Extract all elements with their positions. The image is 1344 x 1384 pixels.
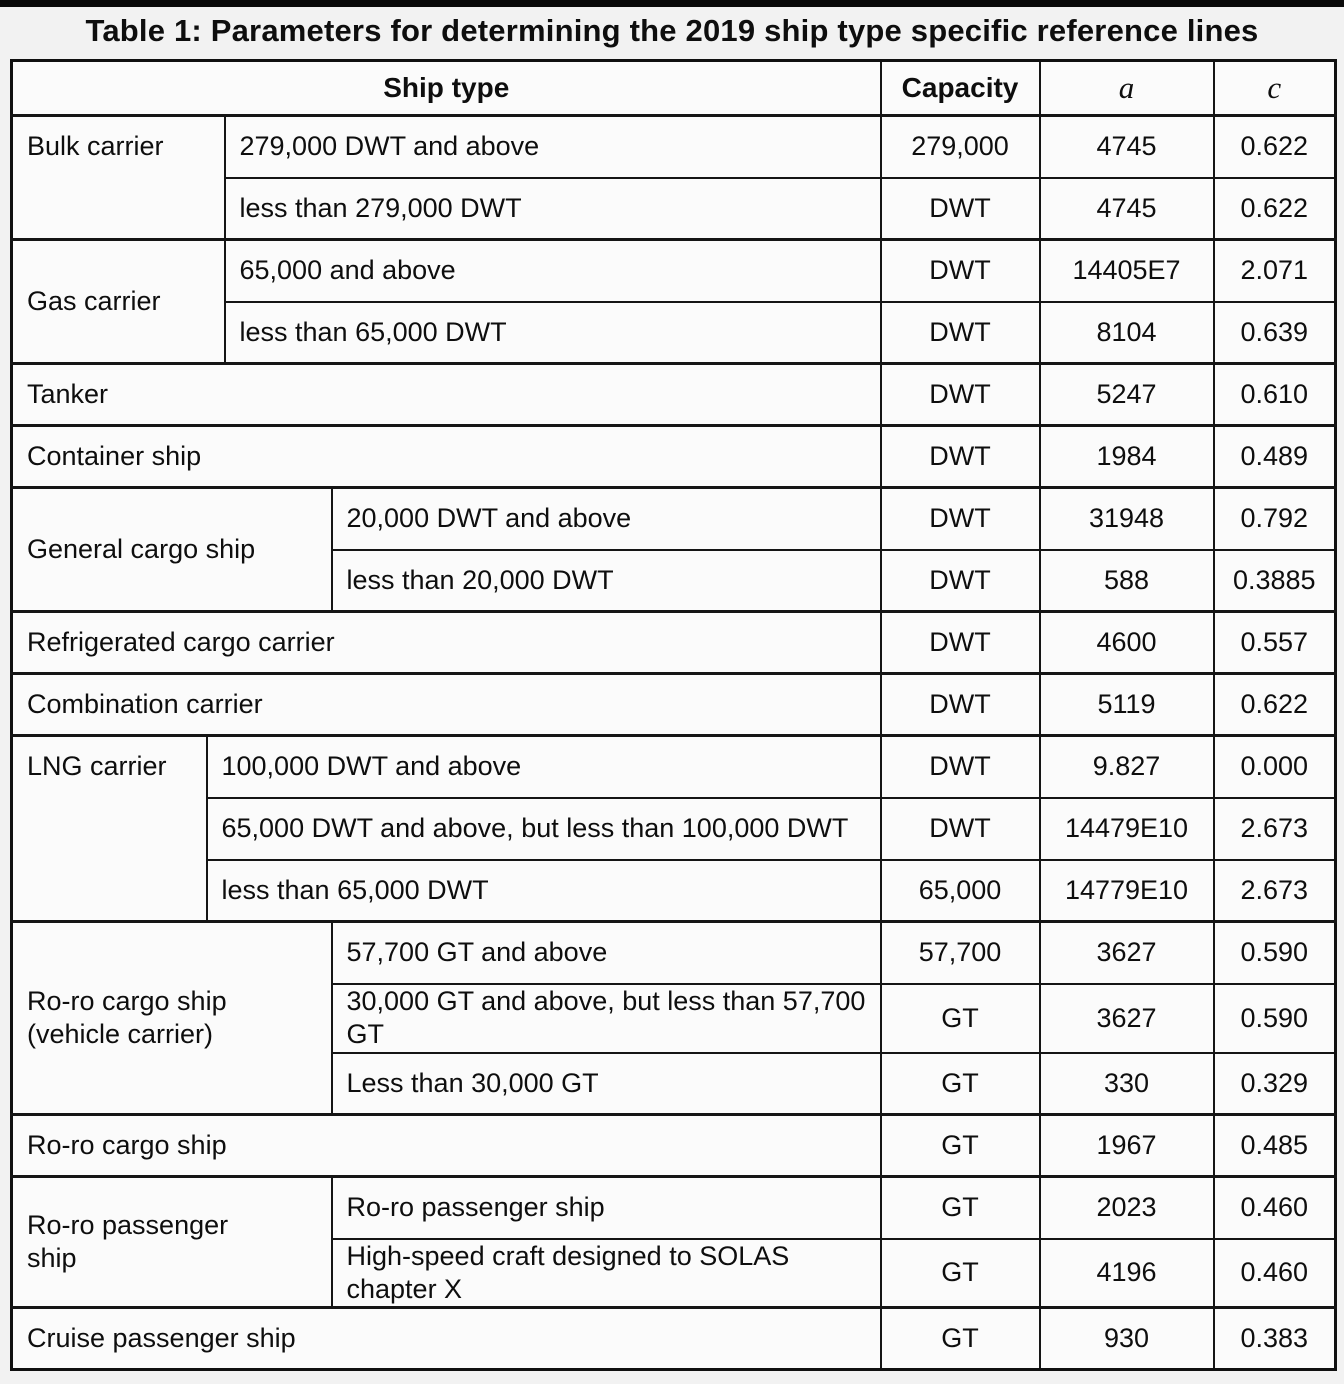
ship-type-cell: Refrigerated cargo carrier <box>12 612 881 674</box>
table-row <box>12 1308 1336 1370</box>
table-row <box>12 116 1336 178</box>
a-value-cell: 14779E10 <box>1040 860 1214 922</box>
ship-type-cell: Gas carrier <box>12 240 225 364</box>
subtype-cell: 100,000 DWT and above <box>207 736 881 798</box>
scan-artifact-bar <box>0 0 1344 7</box>
c-value-cell: 2.673 <box>1214 860 1336 922</box>
table-row <box>12 488 1336 550</box>
subtype-cell: 20,000 DWT and above <box>332 488 881 550</box>
ship-type-cell: LNG carrier <box>12 736 207 922</box>
capacity-cell: 279,000 <box>881 116 1040 178</box>
table-row <box>12 1177 1336 1239</box>
col-header-c: c <box>1214 61 1336 116</box>
capacity-cell: GT <box>881 1053 1040 1115</box>
a-value-cell: 3627 <box>1040 984 1214 1053</box>
ship-type-cell <box>12 1177 332 1308</box>
c-value-cell: 0.329 <box>1214 1053 1336 1115</box>
a-value-cell: 4600 <box>1040 612 1214 674</box>
c-value-cell: 0.000 <box>1214 736 1336 798</box>
subtype-cell: 279,000 DWT and above <box>225 116 881 178</box>
capacity-cell: GT <box>881 1115 1040 1177</box>
c-value-cell: 0.792 <box>1214 488 1336 550</box>
table-row <box>12 798 1336 860</box>
table-row <box>12 922 1336 984</box>
subtype-cell: High-speed craft designed to SOLAS chapter X <box>332 1239 881 1308</box>
ship-type-cell: Tanker <box>12 364 881 426</box>
table-row <box>12 1115 1336 1177</box>
col-header-a: a <box>1040 61 1214 116</box>
subtype-cell: 65,000 and above <box>225 240 881 302</box>
a-value-cell: 1984 <box>1040 426 1214 488</box>
capacity-cell: DWT <box>881 426 1040 488</box>
table-row <box>12 240 1336 302</box>
ship-type-cell: Ro-ro cargo ship <box>12 1115 881 1177</box>
ship-type-cell: Container ship <box>12 426 881 488</box>
a-value-cell: 14405E7 <box>1040 240 1214 302</box>
table-row <box>12 860 1336 922</box>
ship-type-cell: Cruise passenger ship <box>12 1308 881 1370</box>
a-value-cell: 31948 <box>1040 488 1214 550</box>
table-row <box>12 612 1336 674</box>
c-value-cell: 0.557 <box>1214 612 1336 674</box>
a-value-cell: 5119 <box>1040 674 1214 736</box>
capacity-cell: GT <box>881 1308 1040 1370</box>
col-header-ship-type: Ship type <box>12 61 881 116</box>
c-value-cell: 0.622 <box>1214 674 1336 736</box>
a-value-cell: 4196 <box>1040 1239 1214 1308</box>
c-value-cell: 0.590 <box>1214 922 1336 984</box>
a-value-cell: 8104 <box>1040 302 1214 364</box>
capacity-cell: DWT <box>881 488 1040 550</box>
table-row <box>12 426 1336 488</box>
c-value-cell: 0.610 <box>1214 364 1336 426</box>
ship-type-cell: Bulk carrier <box>12 116 225 240</box>
a-value-cell: 1967 <box>1040 1115 1214 1177</box>
subtype-cell: Ro-ro passenger ship <box>332 1177 881 1239</box>
subtype-cell: less than 65,000 DWT <box>207 860 881 922</box>
header-row <box>12 61 1336 116</box>
capacity-cell: GT <box>881 1239 1040 1308</box>
c-value-cell: 0.383 <box>1214 1308 1336 1370</box>
c-value-cell: 0.489 <box>1214 426 1336 488</box>
c-value-cell: 0.590 <box>1214 984 1336 1053</box>
a-value-cell: 5247 <box>1040 364 1214 426</box>
capacity-cell: GT <box>881 984 1040 1053</box>
c-value-cell: 0.639 <box>1214 302 1336 364</box>
table-row <box>12 736 1336 798</box>
capacity-cell: DWT <box>881 364 1040 426</box>
a-value-cell: 2023 <box>1040 1177 1214 1239</box>
subtype-cell: 30,000 GT and above, but less than 57,700 GT <box>332 984 881 1053</box>
capacity-cell: DWT <box>881 674 1040 736</box>
capacity-cell: 57,700 <box>881 922 1040 984</box>
ship-type-cell: Combination carrier <box>12 674 881 736</box>
ship-type-cell: General cargo ship <box>12 488 332 612</box>
c-value-cell: 0.622 <box>1214 116 1336 178</box>
a-value-cell: 330 <box>1040 1053 1214 1115</box>
capacity-cell: DWT <box>881 240 1040 302</box>
a-value-cell: 9.827 <box>1040 736 1214 798</box>
col-header-capacity: Capacity <box>881 61 1040 116</box>
c-value-cell: 0.3885 <box>1214 550 1336 612</box>
table-row <box>12 674 1336 736</box>
a-value-cell: 588 <box>1040 550 1214 612</box>
ship-type-label: Ro-ro passenger ship <box>27 1210 229 1273</box>
capacity-cell: DWT <box>881 302 1040 364</box>
a-value-cell: 14479E10 <box>1040 798 1214 860</box>
capacity-cell: GT <box>881 1177 1040 1239</box>
capacity-cell: DWT <box>881 798 1040 860</box>
c-value-cell: 2.071 <box>1214 240 1336 302</box>
reference-lines-table <box>10 59 1337 1371</box>
capacity-cell: DWT <box>881 178 1040 240</box>
subtype-cell: less than 279,000 DWT <box>225 178 881 240</box>
capacity-cell: DWT <box>881 736 1040 798</box>
a-value-cell: 930 <box>1040 1308 1214 1370</box>
ship-type-cell: Ro-ro cargo ship (vehicle carrier) <box>12 922 332 1115</box>
subtype-cell: 65,000 DWT and above, but less than 100,000 DWT <box>207 798 881 860</box>
subtype-cell: 57,700 GT and above <box>332 922 881 984</box>
subtype-cell: less than 20,000 DWT <box>332 550 881 612</box>
capacity-cell: DWT <box>881 550 1040 612</box>
subtype-cell: less than 65,000 DWT <box>225 302 881 364</box>
capacity-cell: DWT <box>881 612 1040 674</box>
table-title: Table 1: Parameters for determining the 2019 ship type specific reference lines <box>85 13 1259 48</box>
c-value-cell: 0.485 <box>1214 1115 1336 1177</box>
a-value-cell: 4745 <box>1040 178 1214 240</box>
c-value-cell: 0.460 <box>1214 1239 1336 1308</box>
subtype-cell: Less than 30,000 GT <box>332 1053 881 1115</box>
c-value-cell: 0.460 <box>1214 1177 1336 1239</box>
a-value-cell: 4745 <box>1040 116 1214 178</box>
c-value-cell: 2.673 <box>1214 798 1336 860</box>
a-value-cell: 3627 <box>1040 922 1214 984</box>
table-row <box>12 364 1336 426</box>
capacity-cell: 65,000 <box>881 860 1040 922</box>
c-value-cell: 0.622 <box>1214 178 1336 240</box>
